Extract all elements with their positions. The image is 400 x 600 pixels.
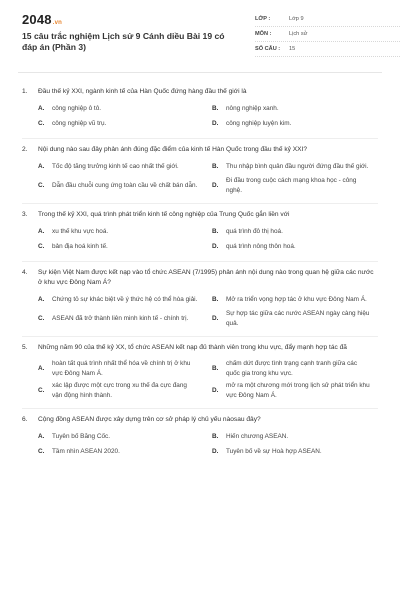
question-item	[22, 262, 378, 337]
question-text: Nội dung nào sau đây phản ánh đúng đặc điểm của kinh tế Hàn Quốc trong đầu thế kỷ XXI?	[38, 146, 308, 153]
option-text: Chứng tỏ sự khác biệt về ý thức hệ có thể hòa giải.	[52, 296, 198, 304]
question-text: Trong thế kỷ XXI, quá trình phát triển kinh tế công nghiệp của Trung Quốc gắn liền với	[38, 211, 290, 218]
option-letter: D.	[212, 448, 219, 456]
option-text: bản địa hoá kinh tế.	[52, 243, 108, 251]
answer-options	[22, 431, 378, 458]
meta-label: MÔN :	[255, 31, 272, 37]
question-header	[22, 268, 378, 288]
answer-option-c[interactable]	[38, 381, 204, 400]
option-text: Đi đầu trong cuộc cách mạng khoa học - công nghệ.	[226, 177, 357, 194]
answer-option-c[interactable]	[38, 241, 204, 253]
answer-options	[22, 294, 378, 328]
meta-label: LỚP :	[255, 16, 271, 22]
document-header	[22, 0, 378, 72]
option-text: Tuyên bố về sự Hoà hợp ASEAN.	[226, 448, 322, 456]
option-letter: C.	[38, 314, 45, 322]
option-text: mở ra một chương mới trong lịch sử phát triển khu vực Đông Nam Á.	[226, 382, 370, 399]
question-item	[22, 409, 378, 466]
option-letter: A.	[38, 163, 45, 171]
question-item	[22, 204, 378, 262]
answer-option-b[interactable]	[212, 161, 378, 173]
option-letter: C.	[38, 386, 45, 394]
option-letter: C.	[38, 243, 45, 251]
logo-text: 2048	[22, 12, 52, 27]
option-letter: A.	[38, 296, 45, 304]
answer-options	[22, 226, 378, 253]
meta-value: Lớp 9	[289, 16, 304, 22]
option-text: xác lập được một cực trong xu thế đa cực đang vận động hình thành.	[52, 382, 187, 399]
answer-option-a[interactable]	[38, 226, 204, 238]
option-text: Mở ra triển vọng hợp tác ở khu vực Đông Nam Á.	[226, 296, 367, 304]
meta-row-class	[255, 12, 400, 27]
answer-option-d[interactable]	[212, 118, 378, 130]
option-letter: B.	[212, 433, 219, 441]
option-letter: B.	[212, 228, 219, 236]
option-text: Hiến chương ASEAN.	[226, 433, 289, 441]
meta-row-subject	[255, 27, 400, 42]
meta-value: Lịch sử	[289, 31, 308, 37]
option-letter: B.	[212, 105, 219, 113]
option-text: Tốc độ tăng trưởng kinh tế cao nhất thế giới.	[52, 163, 179, 171]
answer-options	[22, 161, 378, 195]
meta-label: SỐ CÂU :	[255, 46, 281, 52]
option-text: công nghiệp ô tô.	[52, 105, 102, 113]
option-text: công nghiệp vũ trụ.	[52, 120, 107, 128]
question-list	[22, 73, 378, 466]
question-number: 2.	[22, 146, 28, 153]
question-item	[22, 81, 378, 139]
option-letter: C.	[38, 181, 45, 189]
question-header	[22, 87, 378, 97]
answer-option-c[interactable]	[38, 118, 204, 130]
option-text: Thu nhập bình quân đầu người đứng đầu thế giới.	[226, 163, 369, 171]
question-text: Sự kiện Việt Nam được kết nạp vào tổ chức ASEAN (7/1995) phản ánh nội dung nào trong quan hệ giữa các nước ở khu vực Đông Nam Á?	[38, 269, 374, 286]
answer-option-b[interactable]	[212, 359, 378, 378]
option-letter: B.	[212, 364, 219, 372]
question-text: Cộng đồng ASEAN được xây dựng trên cơ sở pháp lý chủ yếu nàosau đây?	[38, 416, 261, 423]
option-letter: D.	[212, 120, 219, 128]
question-header	[22, 145, 378, 155]
option-text: chấm dứt được tình trạng cạnh tranh giữa các quốc gia trong khu vực.	[226, 360, 358, 377]
answer-option-b[interactable]	[212, 226, 378, 238]
option-text: Tuyên bố Băng Cốc.	[52, 433, 111, 441]
site-logo[interactable]	[22, 12, 62, 27]
option-text: ASEAN đã trở thành liên minh kinh tế - chính trị.	[52, 314, 189, 322]
question-number: 6.	[22, 416, 28, 423]
answer-option-c[interactable]	[38, 446, 204, 458]
question-item	[22, 337, 378, 409]
answer-option-d[interactable]	[212, 446, 378, 458]
question-number: 3.	[22, 211, 28, 218]
answer-option-d[interactable]	[212, 241, 378, 253]
option-text: xu thế khu vực hoá.	[52, 228, 109, 236]
option-letter: C.	[38, 120, 45, 128]
meta-value: 15	[289, 46, 296, 52]
question-item	[22, 139, 378, 204]
logo-suffix: .vn	[52, 20, 63, 26]
option-letter: D.	[212, 386, 219, 394]
option-text: nông nghiệp xanh.	[226, 105, 279, 113]
option-letter: A.	[38, 433, 45, 441]
option-text: quá trình đô thị hoá.	[226, 228, 283, 236]
option-letter: D.	[212, 243, 219, 251]
question-text: Đầu thế kỷ XXI, ngành kinh tế của Hàn Quốc đứng hàng đầu thế giới là	[38, 88, 247, 95]
option-letter: A.	[38, 228, 45, 236]
option-text: công nghiệp luyện kim.	[226, 120, 292, 128]
option-text: quá trình nông thôn hoá.	[226, 243, 296, 251]
answer-options	[22, 103, 378, 130]
answer-option-a[interactable]	[38, 161, 204, 173]
option-letter: B.	[212, 296, 219, 304]
meta-row-count	[255, 42, 400, 57]
option-text: Dẫn đầu chuỗi cung ứng toàn cầu về chất bán dẫn.	[52, 181, 198, 189]
answer-option-c[interactable]	[38, 309, 204, 328]
option-letter: A.	[38, 105, 45, 113]
document-title: 15 câu trắc nghiệm Lịch sử 9 Cánh diều Bài 19 có đáp án (Phần 3)	[22, 31, 225, 52]
option-letter: D.	[212, 314, 219, 322]
question-header	[22, 415, 378, 425]
option-text: Tầm nhìn ASEAN 2020.	[52, 448, 120, 456]
answer-option-d[interactable]	[212, 176, 378, 195]
question-number: 1.	[22, 88, 28, 95]
answer-option-b[interactable]	[212, 103, 378, 115]
option-letter: B.	[212, 163, 219, 171]
question-header	[22, 343, 378, 353]
answer-option-a[interactable]	[38, 359, 204, 378]
answer-option-a[interactable]	[38, 431, 204, 443]
answer-options	[22, 359, 378, 400]
document-meta	[255, 12, 400, 57]
option-letter: A.	[38, 364, 45, 372]
answer-option-d[interactable]	[212, 309, 378, 328]
answer-option-a[interactable]	[38, 294, 204, 306]
option-text: hoàn tất quá trình nhất thể hóa về chính trị ở khu vực Đông Nam Á.	[52, 360, 191, 377]
answer-option-b[interactable]	[212, 431, 378, 443]
question-header	[22, 210, 378, 220]
answer-option-c[interactable]	[38, 176, 204, 195]
option-letter: C.	[38, 448, 45, 456]
question-text: Những năm 90 của thế kỷ XX, tổ chức ASEAN kết nạp đủ thành viên trong khu vực, đẩy mạnh hợp tác đã	[38, 344, 347, 351]
answer-option-d[interactable]	[212, 381, 378, 400]
answer-option-b[interactable]	[212, 294, 378, 306]
option-letter: D.	[212, 181, 219, 189]
question-number: 5.	[22, 344, 28, 351]
option-text: Sự hợp tác giữa các nước ASEAN ngày càng hiệu quả.	[226, 310, 370, 327]
answer-option-a[interactable]	[38, 103, 204, 115]
question-number: 4.	[22, 269, 28, 276]
